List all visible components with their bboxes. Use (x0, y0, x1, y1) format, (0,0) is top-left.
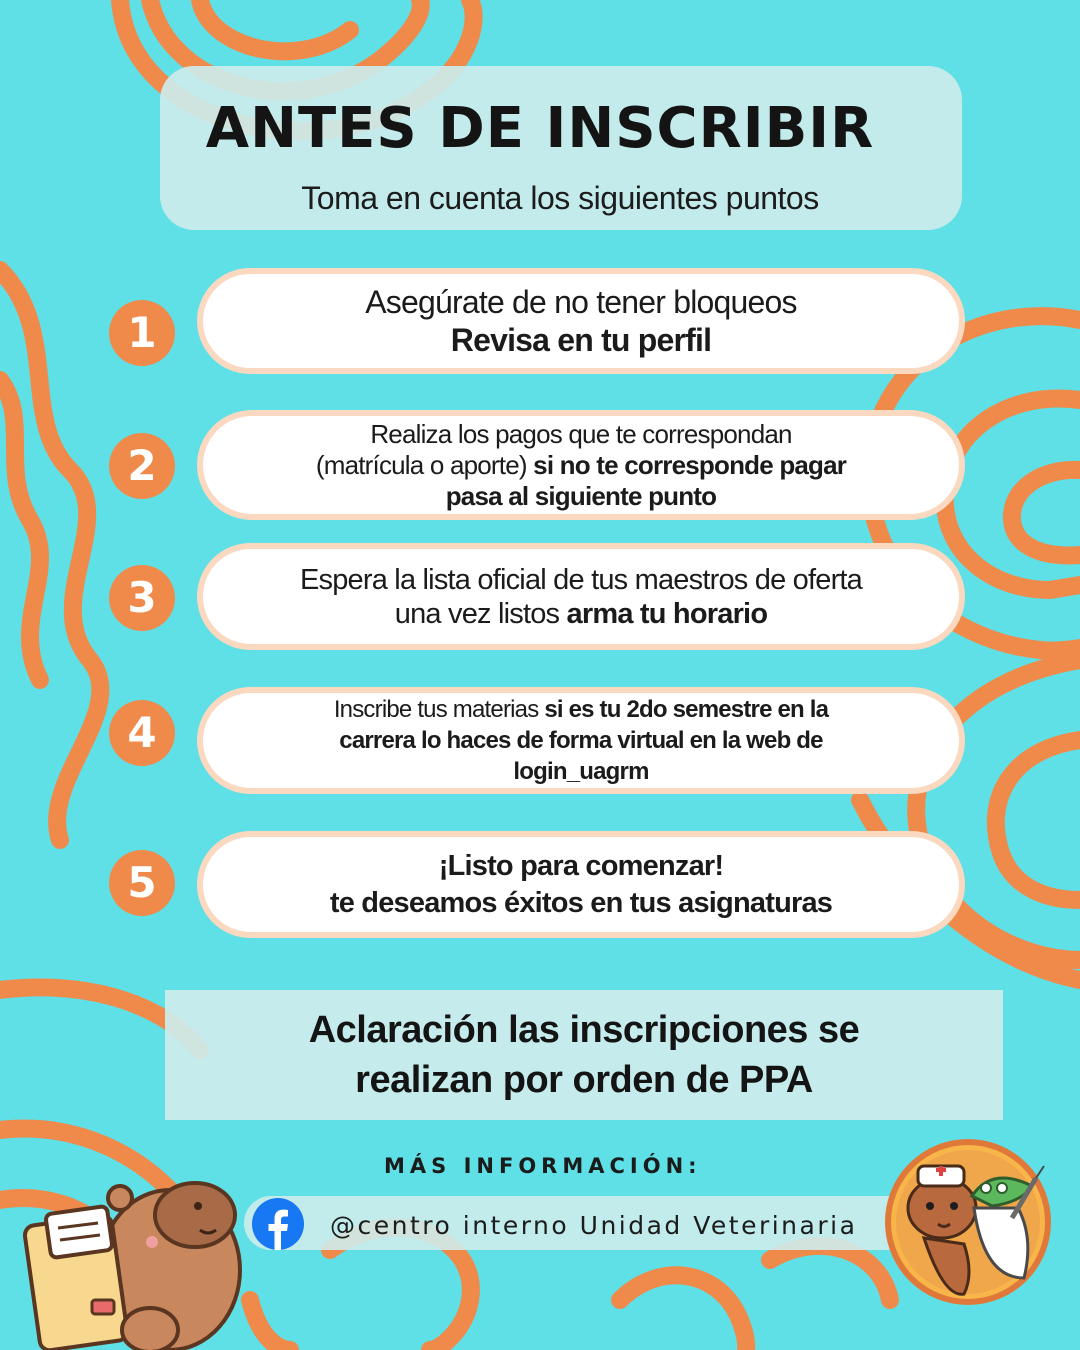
step-3-bold: arma tu horario (566, 597, 768, 630)
facebook-handle[interactable]: @centro interno Unidad Veterinaria (330, 1211, 858, 1240)
step-3-text: Espera la lista oficial de tus maestros de oferta (299, 563, 863, 596)
step-3-line2 (395, 597, 767, 631)
page-title: ANTES DE INSCRIBIR (205, 96, 875, 161)
more-info-label: MÁS INFORMACIÓN: (384, 1154, 702, 1178)
step-card-2 (197, 410, 965, 520)
step-2-line2 (316, 450, 846, 481)
unit-logo-capybara-crocodile (884, 1138, 1052, 1306)
step-number-3: 3 (109, 565, 175, 631)
page-subtitle: Toma en cuenta los siguientes puntos (301, 180, 819, 216)
clarification-line-1: Aclaración las inscripciones se (308, 1009, 860, 1051)
clarification-line-2: realizan por orden de PPA (355, 1059, 813, 1101)
step-number-1: 1 (109, 300, 175, 366)
step-2-text: Realiza los pagos que te correspondan (370, 418, 792, 449)
step-4-plain: Inscribe tus materias (333, 696, 539, 723)
step-number-2: 2 (109, 433, 175, 499)
step-card-4 (197, 687, 965, 794)
capybara-with-notes-illustration (10, 1170, 250, 1350)
step-2-plain: (matrícula o aporte) (315, 449, 527, 480)
step-5-headline: ¡Listo para comenzar! (438, 849, 724, 882)
step-1-text: Asegúrate de no tener bloqueos (365, 284, 797, 320)
step-5-message: te deseamos éxitos en tus asignaturas (329, 886, 833, 919)
step-2-bold: si no te corresponde pagar (533, 449, 847, 480)
step-4-bold-line: carrera lo haces de forma virtual en la web de (339, 727, 823, 754)
step-number-4: 4 (109, 700, 175, 766)
step-card-1 (197, 268, 965, 374)
step-4-line1 (334, 694, 828, 725)
step-2-bold-line: pasa al siguiente punto (445, 480, 717, 511)
step-1-bold: Revisa en tu perfil (450, 322, 712, 358)
step-card-5 (197, 831, 965, 938)
step-number-5: 5 (109, 850, 175, 916)
clarification-panel (165, 990, 1003, 1120)
step-4-link-text: login_uagrm (513, 758, 649, 785)
step-3-plain: una vez listos (394, 597, 560, 630)
step-4-bold: si es tu 2do semestre en la (544, 696, 829, 723)
step-card-3 (197, 543, 965, 650)
facebook-icon[interactable] (252, 1198, 304, 1250)
